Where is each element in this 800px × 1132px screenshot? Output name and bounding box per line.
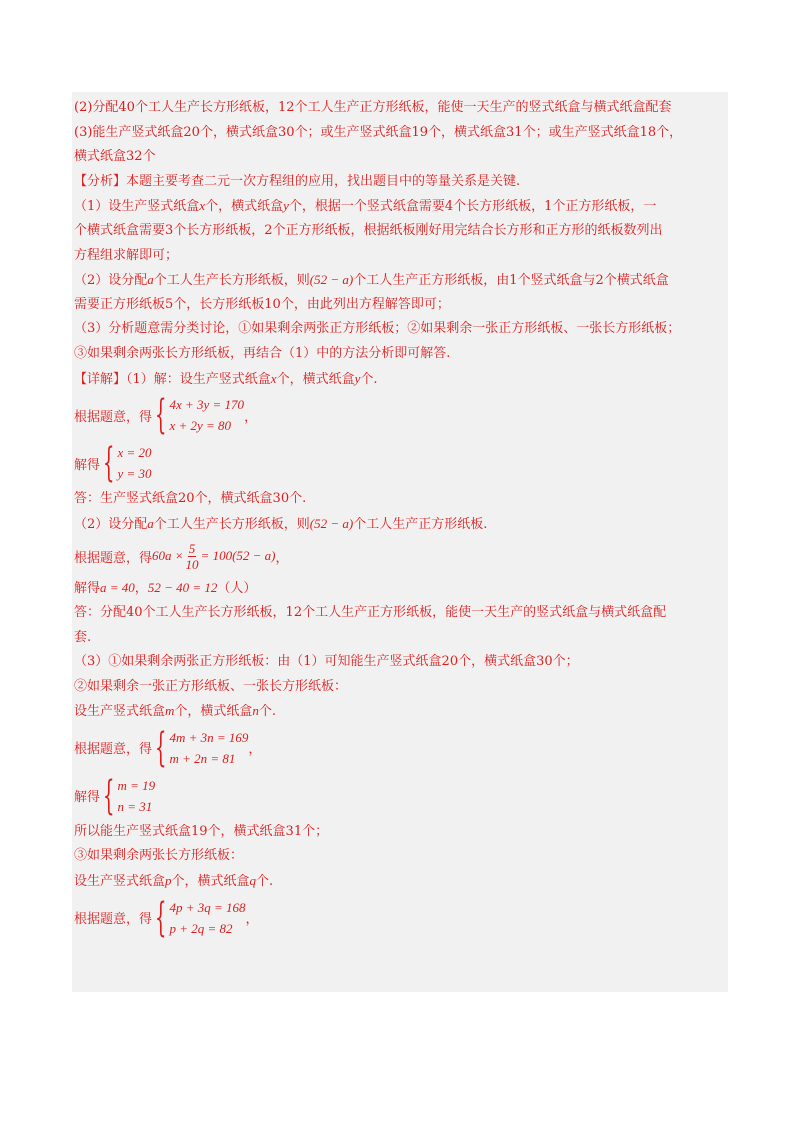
text-line: （2）设分配a个工人生产长方形纸板，则(52 − a)个工人生产正方形纸板. xyxy=(74,515,488,532)
text-line: 解得a = 40，52 − 40 = 12（人） xyxy=(74,580,257,597)
answer-line: 套. xyxy=(74,629,92,645)
brace-glyph: { xyxy=(155,894,167,941)
equation-system: 根据题意，得 { 4p + 3q = 168 p + 2q = 82 ， xyxy=(74,894,259,941)
text-line: （1）设生产竖式纸盒x个，横式纸盒y个，根据一个竖式纸盒需要4个长方形纸板，1个正方形纸板，一 xyxy=(74,198,657,215)
text-line: 设生产竖式纸盒m个，横式纸盒n个. xyxy=(74,703,277,720)
text-line: （3）①如果剩余两张正方形纸板：由（1）可知能生产竖式纸盒20个，横式纸盒30个； xyxy=(74,654,579,670)
text-line: (3)能生产竖式纸盒20个，横式纸盒30个；或生产竖式纸盒19个，横式纸盒31个；或生产竖式纸盒18个， xyxy=(74,124,683,140)
text-line: 横式纸盒32个 xyxy=(74,149,156,165)
text-line: 设生产竖式纸盒p个，横式纸盒q个. xyxy=(74,873,274,890)
brace-glyph: { xyxy=(103,440,115,487)
text-line: 方程组求解即可； xyxy=(74,247,179,263)
text-line: ③如果剩余两张长方形纸板： xyxy=(74,848,244,864)
text-line: ②如果剩余一张正方形纸板、一张长方形纸板： xyxy=(74,678,348,694)
text-line: ③如果剩余两张长方形纸板，再结合（1）中的方法分析即可解答. xyxy=(74,345,451,361)
text-line: (2)分配40个工人生产长方形纸板，12个工人生产正方形纸板，能使一天生产的竖式纸盒与横式纸盒配套 xyxy=(74,100,672,115)
equation-system: 根据题意，得 { 4m + 3n = 169 m + 2n = 81 ， xyxy=(74,724,262,771)
brace-glyph: { xyxy=(155,724,167,771)
text-line: （2）设分配a个工人生产长方形纸板，则(52 − a)个工人生产正方形纸板，由1个竖式纸盒与2个横式纸盒 xyxy=(74,272,669,289)
brace-glyph: { xyxy=(103,772,115,819)
detail-heading: 【详解】（1）解：设生产竖式纸盒x个，横式纸盒y个. xyxy=(74,370,378,387)
answer-line: 答：分配40个工人生产长方形纸板，12个工人生产正方形纸板，能使一天生产的竖式纸盒与横式纸盒配 xyxy=(74,604,667,620)
solution-system: 解得 { m = 19 n = 31 xyxy=(74,772,156,819)
analysis-heading: 【分析】本题主要考查二元一次方程组的应用，找出题目中的等量关系是关键. xyxy=(74,173,521,189)
answer-line: 答：生产竖式纸盒20个，横式纸盒30个. xyxy=(74,491,307,507)
solution-system: 解得 { x = 20 y = 30 xyxy=(74,440,152,487)
solution-document xyxy=(72,92,728,992)
brace-glyph: { xyxy=(155,392,167,439)
text-line: （3）分析题意需分类讨论，①如果剩余两张正方形纸板；②如果剩余一张正方形纸板、一张长方形纸板； xyxy=(74,321,681,337)
text-line: 需要正方形纸板5个，长方形纸板10个，由此列出方程解答即可； xyxy=(74,296,450,312)
text-line: 个横式纸盒需要3个长方形纸板，2个正方形纸板，根据纸板刚好用完结合长方形和正方形的纸板数列出 xyxy=(74,222,663,238)
fraction-equation: 根据题意，得 60a × $\frac{5}{10}$ = 100(52 − a) ， xyxy=(74,540,289,572)
answer-line: 所以能生产竖式纸盒19个，横式纸盒31个； xyxy=(74,823,329,839)
equation-system: 根据题意，得 { 4x + 3y = 170 x + 2y = 80 ， xyxy=(74,392,258,439)
